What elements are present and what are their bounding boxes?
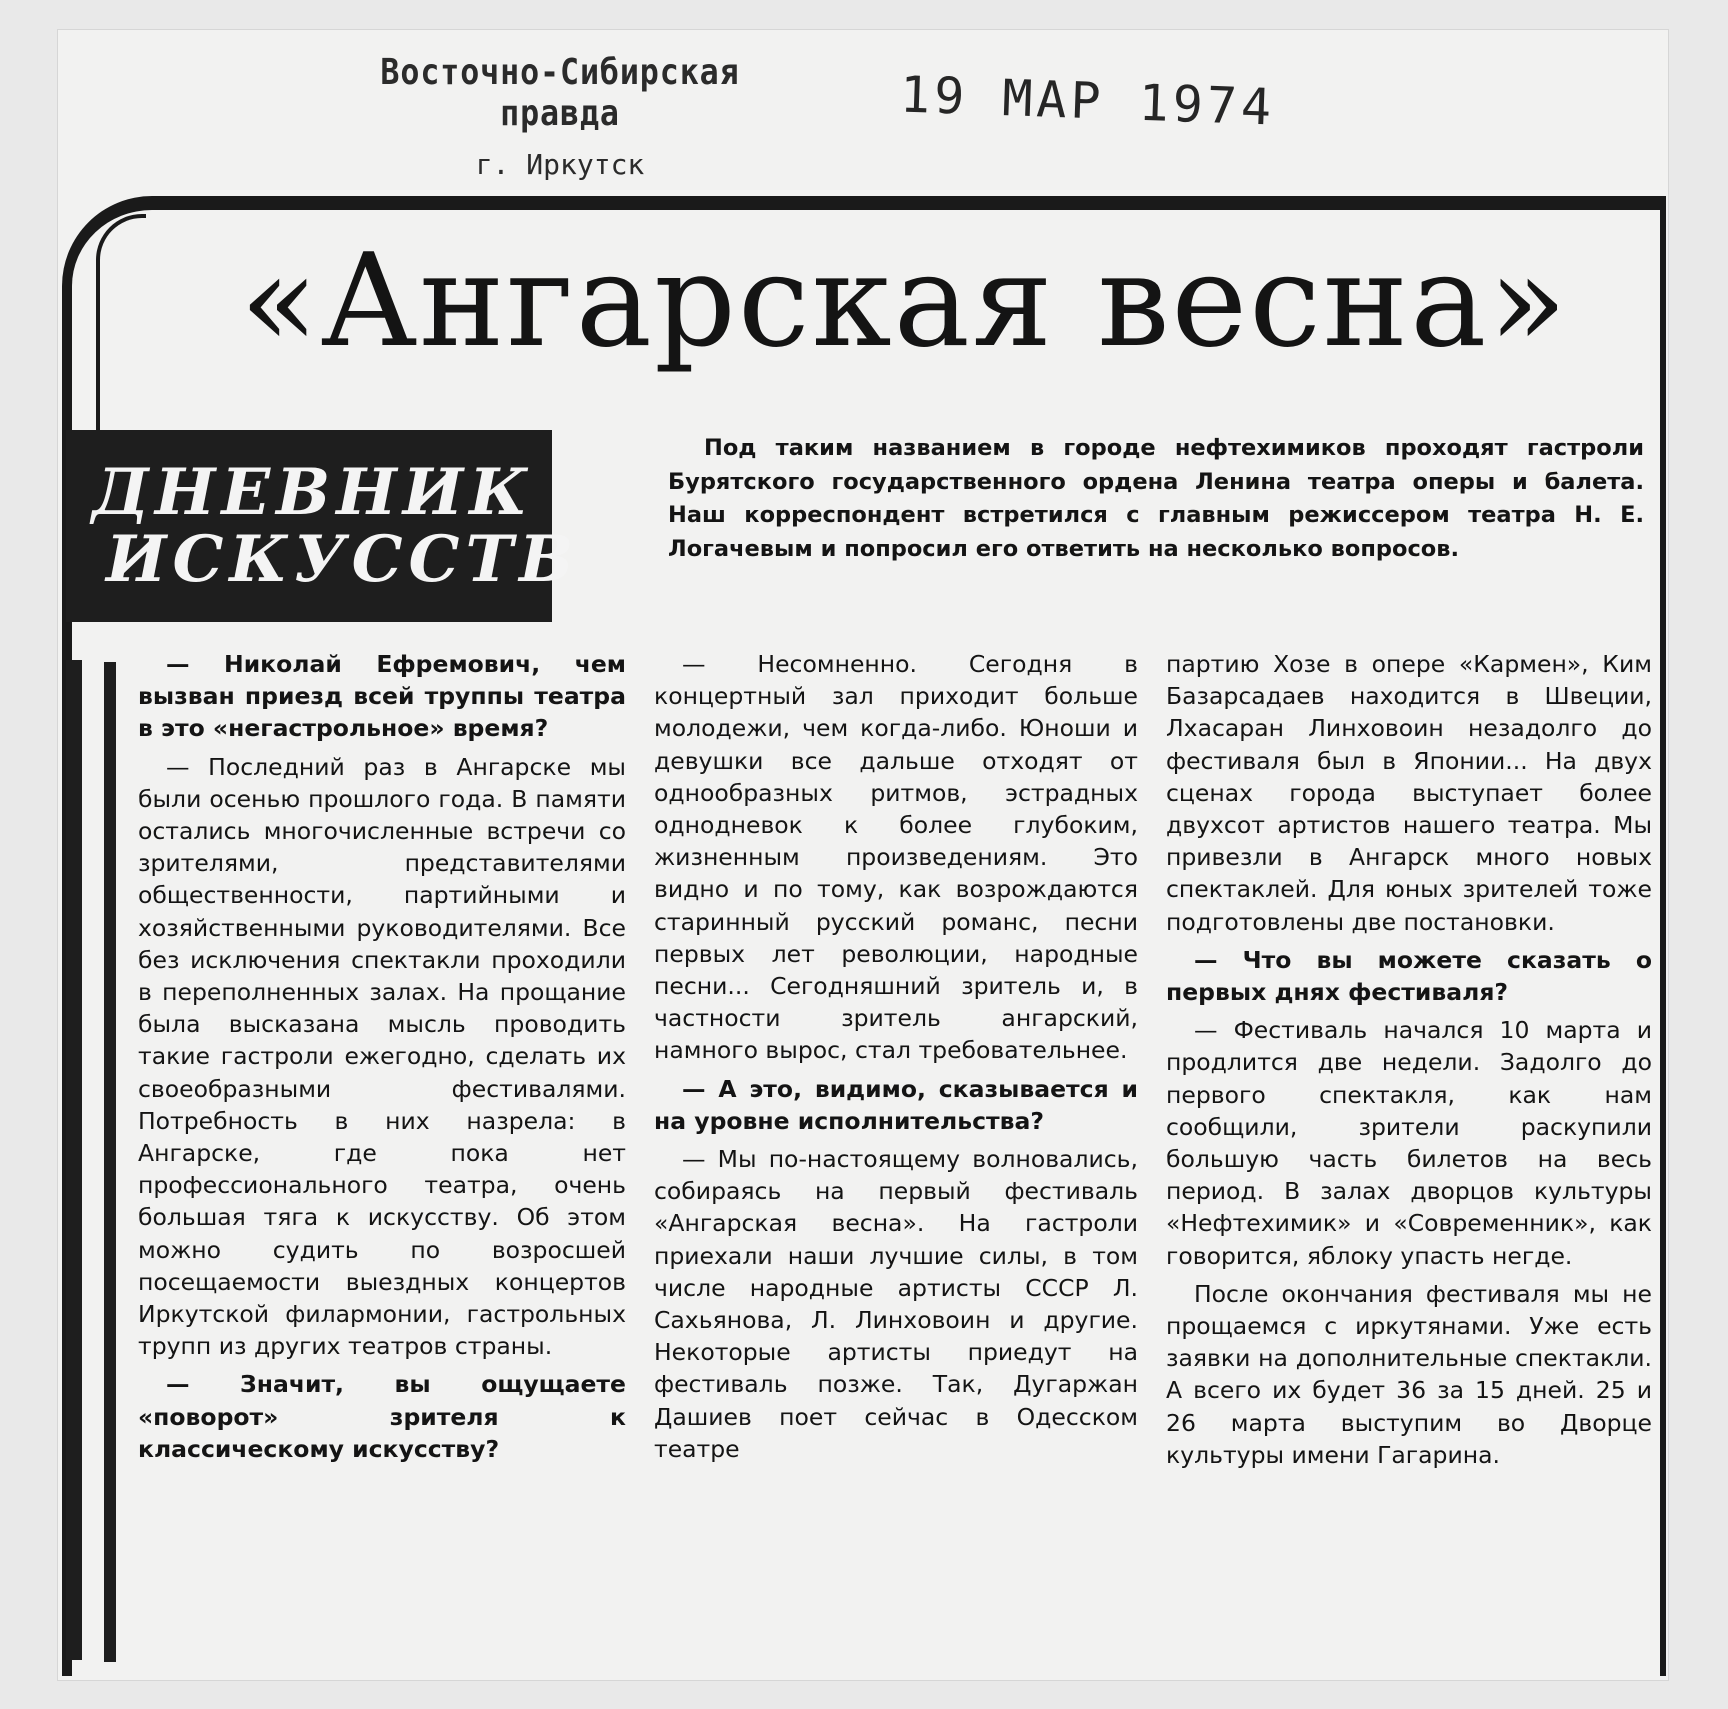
newspaper-stamp (280, 52, 840, 181)
answer-paragraph: — Мы по-настоящему волновались, собираясь на первый фестиваль «Ангарская весна». На гастроли приехали наши лучшие силы, в том числе народные артисты СССР Л. Сахьянова, Л. Линховоин и другие. Некоторые артисты приедут на фестиваль позже. Так, Дугаржан Дашиев поет сейчас в Одесском театре (654, 1145, 1138, 1463)
headline: «Ангарская весна» (240, 227, 1569, 376)
question-paragraph: — Что вы можете сказать о первых днях фестиваля? (1166, 945, 1652, 1007)
answer-paragraph: — Несомненно. Сегодня в концертный зал приходит больше молодежи, чем когда-либо. Юноши и девушки все дальше отходят от однообразных ритмов, эстрадных однодневок к более глубоким, жизненным произведениям. Это видно и по тому, как возрождаются старинный русский романс, песни первых лет революции, народные песни... Сегодняшний зритель и, в частности зритель ангарский, намного вырос, стал требовательнее. (654, 650, 1138, 1065)
article-column-3 (1166, 648, 1652, 1477)
answer-paragraph: После окончания фестиваля мы не прощаемся с иркутянами. Уже есть заявки на дополнительные спектакли. А всего их будет 36 за 15 дней. 25 и 26 марта выступим во Дворце культуры имени Гагарина. (1166, 1279, 1652, 1469)
question-paragraph: — А это, видимо, сказывается и на уровне исполнительства? (654, 1074, 1138, 1135)
rubric-line-1: ДНЕВНИК (92, 454, 534, 530)
column-rule-thin (104, 662, 116, 1662)
column-rule-thick (66, 660, 82, 1660)
answer-paragraph: — Последний раз в Ангарске мы были осенью прошлого года. В памяти остались многочисленные встречи со зрителями, представителями общественности, партийными и хозяйственными руководителями. Все без исключения спектакли проходили в переполненных залах. На прощание была высказана мысль проводить такие гастроли ежегодно, сделать их своеобразными фестивалями. Потребность в них назрела: в Ангарске, где пока нет профессионального театра, очень большая тяга к искусству. Об этом можно судить по возросшей посещаемости выездных концертов Иркутской филармонии, гастрольных трупп из других театров страны. (138, 752, 626, 1361)
frame-ornament (96, 214, 146, 438)
article-column-2 (654, 648, 1138, 1471)
rubric-banner (66, 430, 580, 622)
answer-paragraph: — Фестиваль начался 10 марта и продлится две недели. Задолго до первого спектакля, как нам сообщили, зрители раскупили большую часть билетов на весь период. В залах дворцов культуры «Нефтехимик» и «Современник», как говорится, яблоку упасть негде. (1166, 1016, 1652, 1270)
date-stamp: 19 МАР 1974 (899, 65, 1277, 137)
question-paragraph: — Николай Ефремович, чем вызван приезд всей труппы театра в это «негастрольное» время? (138, 650, 626, 743)
stamp-city: г. Иркутск (475, 148, 645, 181)
article-column-1 (138, 648, 626, 1471)
answer-paragraph: партию Хозе в опере «Кармен», Ким Базарсадаев находится в Швеции, Лхасаран Линховоин незадолго до фестиваля был в Японии... На двух сценах города выступает более двухсот артистов нашего театра. Мы привезли в Ангарск много новых спектаклей. Для юных зрителей тоже подготовлены две постановки. (1166, 650, 1652, 936)
stamp-newspaper-name: Восточно-Сибирская правда (380, 52, 740, 134)
lead-paragraph: Под таким названием в городе нефтехимиков проходят гастроли Бурятского государственного ордена Ленина театра оперы и балета. Наш корреспондент встретился с главным режиссером театра Н. Е. Логачевым и попросил его ответить на несколько вопросов. (668, 435, 1644, 562)
question-paragraph: — Значит, вы ощущаете «поворот» зрителя к классическому искусству? (138, 1370, 626, 1463)
rubric-line-2: ИСКУССТВ (106, 522, 580, 597)
